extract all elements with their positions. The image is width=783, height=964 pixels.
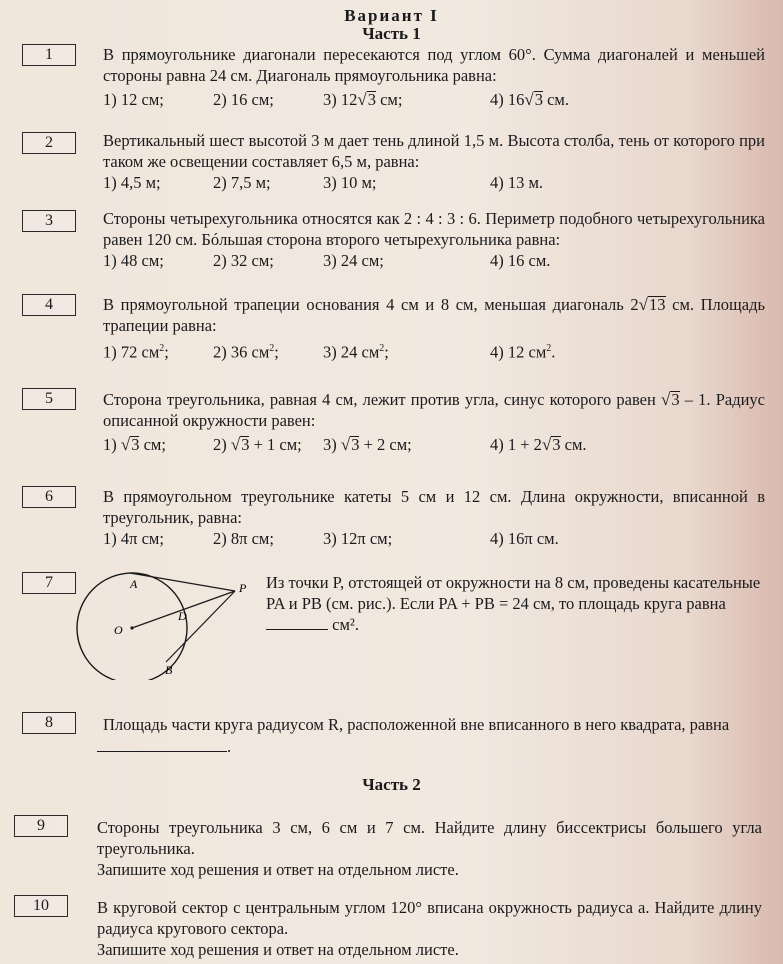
task-number: 10	[14, 895, 68, 917]
variant-title: Вариант I	[344, 6, 439, 25]
label-o: O	[114, 623, 123, 637]
option-3: 3) √3 + 2 см;	[323, 435, 412, 454]
task-number: 2	[22, 132, 76, 154]
task-text: Из точки P, отстоящей от окружности на 8 см, проведены касательные PA и PB (см. рис.). Если PA + PB = 24 см, то площадь круга равна см².	[266, 573, 761, 634]
task-number: 9	[14, 815, 68, 837]
answer-blank[interactable]	[266, 615, 328, 630]
label-d: D	[178, 609, 187, 623]
label-b: B	[165, 663, 173, 677]
option-3: 3) 12√3 см;	[323, 90, 403, 109]
option-1: 1) 12 см;	[103, 90, 164, 109]
option-3: 3) 24 $см^2$;	[323, 342, 389, 362]
option-4: 4) 16π см.	[490, 529, 559, 548]
option-4: 4) 1 + 2√3 см.	[490, 435, 587, 454]
option-1: 1) 4,5 м;	[103, 173, 161, 192]
task-text: В прямоугольном треугольнике катеты 5 см и 12 см. Длина окружности, вписанной в треугольник, равна:	[103, 487, 765, 527]
option-2: 2) 16 см;	[213, 90, 274, 109]
option-3: 3) 12π см;	[323, 529, 393, 548]
answer-line: .	[97, 736, 231, 757]
center-point	[130, 626, 133, 629]
task-number: 5	[22, 388, 76, 410]
option-4: 4) 16 см.	[490, 251, 551, 270]
tangent-figure	[70, 570, 260, 680]
label-a: A	[130, 577, 138, 591]
option-4: 4) 16√3 см.	[490, 90, 569, 109]
task-note: Запишите ход решения и ответ на отдельном листе.	[97, 860, 459, 879]
task-number: 8	[22, 712, 76, 734]
tangent-pb	[166, 591, 235, 662]
part1-heading: Часть 1	[362, 24, 421, 43]
task-number: 4	[22, 294, 76, 316]
part2-heading: Часть 2	[362, 775, 421, 794]
option-2: 2) 32 см;	[213, 251, 274, 270]
task-number: 3	[22, 210, 76, 232]
option-1: 1) √3 см;	[103, 435, 166, 454]
task-number: 1	[22, 44, 76, 66]
option-2: 2) 36 $см^2$;	[213, 342, 279, 362]
task-text: Площадь части круга радиусом R, расположенной вне вписанного в него квадрата, равна	[103, 715, 730, 734]
option-4: 4) 12 $см^2$.	[490, 342, 556, 362]
option-2: 2) √3 + 1 см;	[213, 435, 302, 454]
task-number: 6	[22, 486, 76, 508]
option-1: 1) 4π см;	[103, 529, 164, 548]
task-text: Стороны треугольника 3 см, 6 см и 7 см. Найдите длину биссектрисы большего угла треугольника.	[97, 818, 762, 858]
task-text: В прямоугольной трапеции основания 4 см и 8 см, меньшая диагональ 2√13 см. Площадь трапеции равна:	[103, 295, 765, 335]
label-p: P	[239, 581, 247, 595]
option-4: 4) 13 м.	[490, 173, 544, 192]
task-note: Запишите ход решения и ответ на отдельном листе.	[97, 940, 459, 959]
task-text: Сторона треугольника, равная 4 см, лежит против угла, синус которого равен √3 – 1. Радиус описанной окружности равен:	[103, 390, 765, 430]
option-1: 1) 48 см;	[103, 251, 164, 270]
task-text: Вертикальный шест высотой 3 м дает тень длиной 1,5 м. Высота столба, тень от которого при таком же освещении составляет 6,5 м, равна:	[103, 131, 765, 171]
task-number: 7	[22, 572, 76, 594]
option-2: 2) 7,5 м;	[213, 173, 271, 192]
option-1: 1) 72 $см^2$;	[103, 342, 169, 362]
option-2: 2) 8π см;	[213, 529, 274, 548]
option-3: 3) 10 м;	[323, 173, 377, 192]
task-text: Стороны четырехугольника относятся как 2 : 4 : 3 : 6. Периметр подобного четырехугольника равен 120 см. Бóльшая сторона второго четырехугольника равна:	[103, 209, 765, 249]
tangent-pa	[130, 573, 235, 591]
answer-blank[interactable]	[97, 737, 227, 752]
task-text: В прямоугольнике диагонали пересекаются под углом 60°. Сумма диагоналей и меньшей стороны равна 24 см. Диагональ прямоугольника равна:	[103, 45, 765, 85]
task-text: В круговой сектор с центральным углом 120° вписана окружность радиуса a. Найдите длину радиуса кругового сектора.	[97, 898, 762, 938]
option-3: 3) 24 см;	[323, 251, 384, 270]
